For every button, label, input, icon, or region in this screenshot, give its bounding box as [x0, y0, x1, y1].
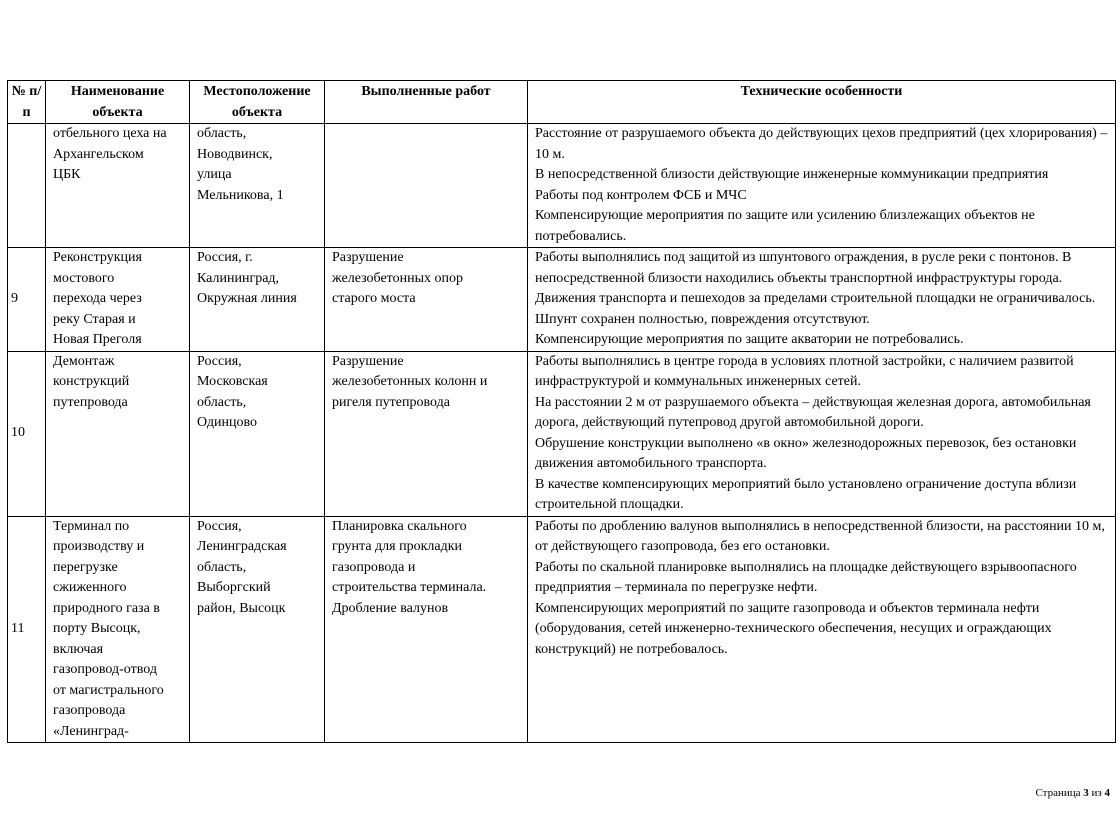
cell-name-line: сжиженного	[53, 580, 127, 595]
cell-features	[528, 516, 1116, 743]
cell-location-line: Мельникова, 1	[197, 187, 284, 203]
cell-location-line: Россия,	[197, 353, 242, 369]
table-row	[8, 516, 1116, 743]
table-header-row	[8, 81, 1116, 124]
cell-name-line: Демонтаж	[53, 353, 115, 369]
header-location: Местоположение объекта	[190, 81, 325, 124]
page-label: Страница	[1035, 787, 1081, 799]
cell-works-line: железобетонных колонн и	[332, 374, 488, 389]
cell-name-line: природного газа в	[53, 600, 160, 616]
cell-works	[325, 124, 528, 248]
cell-name-line: путепровода	[53, 394, 128, 410]
cell-works	[325, 516, 528, 743]
cell-works-line: железобетонных опор	[332, 270, 463, 286]
cell-name	[46, 248, 190, 352]
page-current: 3	[1083, 787, 1089, 799]
cell-works-line: старого моста	[332, 291, 416, 306]
header-works: Выполненные работ	[325, 81, 528, 124]
cell-works-line: Дробление валунов	[332, 600, 449, 616]
cell-location-line: Одинцово	[197, 415, 258, 430]
cell-name-line: Новая Преголя	[53, 332, 142, 347]
cell-location-line: область,	[197, 126, 247, 141]
cell-features-line: В качестве компенсирующих мероприятий было установлено ограничение доступа вблизи строительной площадки.	[535, 476, 1077, 512]
cell-name	[46, 351, 190, 516]
cell-location-line: улица	[197, 167, 232, 182]
cell-num	[8, 248, 46, 352]
cell-location-line: область,	[197, 559, 247, 575]
table-row	[8, 124, 1116, 248]
page-number	[1035, 787, 1110, 799]
cell-features-line: Работы выполнялись под защитой из шпунтового ограждения, в русле реки с понтонов. В непосредственной близости находились объекты транспортной инфраструктуры города. Движения транспорта и пешеходов за пределами строительной площадки не ограничивалось.	[535, 250, 1096, 306]
page-of: из	[1091, 787, 1102, 799]
cell-features-line: Компенсирующие мероприятия по защите или усилению близлежащих объектов не потребовались.	[535, 208, 1035, 244]
cell-location-line: Россия, г.	[197, 250, 253, 265]
cell-features-line: Компенсирующие мероприятия по защите акватории не потребовались.	[535, 332, 964, 347]
cell-features-line: В непосредственной близости действующие инженерные коммуникации предприятия	[535, 167, 1049, 182]
cell-location-line: Россия,	[197, 518, 242, 534]
cell-works-line: Разрушение	[332, 250, 404, 265]
cell-features	[528, 248, 1116, 352]
row-number: 9	[11, 291, 18, 306]
cell-name	[46, 516, 190, 743]
cell-num	[8, 351, 46, 516]
cell-works	[325, 248, 528, 352]
cell-name-line: Архангельском	[53, 146, 144, 162]
cell-works-line: ригеля путепровода	[332, 394, 450, 410]
cell-features-line: Работы под контролем ФСБ и МЧС	[535, 187, 747, 203]
cell-works-line: грунта для прокладки	[332, 539, 463, 554]
cell-name-line: перехода через	[53, 291, 142, 306]
table-row	[8, 248, 1116, 352]
cell-location-line: Окружная линия	[197, 291, 297, 306]
cell-features-line: Расстояние от разрушаемого объекта до действующих цехов предприятий (цех хлорирования) – 10 м.	[535, 126, 1108, 162]
cell-name-line: порту Высоцк,	[53, 621, 141, 636]
cell-works	[325, 351, 528, 516]
header-num: № п/п	[8, 81, 46, 124]
cell-name	[46, 124, 190, 248]
cell-num	[8, 516, 46, 743]
cell-features-line: На расстоянии 2 м от разрушаемого объекта – действующая железная дорога, автомобильная дорога, действующий путепровод другой автомобильной дороги.	[535, 394, 1091, 430]
cell-works-line: строительства терминала.	[332, 580, 487, 595]
cell-name-line: включая	[53, 641, 104, 657]
cell-features-line: Обрушение конструкции выполнено «в окно» железнодорожных перевозок, без остановки движения автомобильного транспорта.	[535, 435, 1077, 471]
cell-name-line: ЦБК	[53, 167, 81, 182]
cell-name-line: конструкций	[53, 374, 130, 389]
cell-location-line: Калининград,	[197, 270, 280, 286]
table-row	[8, 351, 1116, 516]
cell-features-line: Компенсирующих мероприятий по защите газопровода и объектов терминала нефти (оборудования, сетей инженерно-технического обеспечения, несущих и ограждающих конструкций) не потребовалось.	[535, 600, 1052, 657]
cell-features-line: Работы по скальной планировке выполнялись на площадке действующего взрывоопасного предприятия – терминала по перегрузке нефти.	[535, 559, 1077, 595]
cell-location	[190, 248, 325, 352]
cell-num	[8, 124, 46, 248]
cell-features	[528, 351, 1116, 516]
cell-name-line: реку Старая и	[53, 311, 136, 327]
header-name: Наименование объекта	[46, 81, 190, 124]
row-number: 11	[11, 621, 25, 636]
cell-location-line: Московская	[197, 374, 268, 389]
header-features: Технические особенности	[528, 81, 1116, 124]
cell-location-line: Выборгский	[197, 580, 271, 595]
cell-name-line: «Ленинград-	[53, 723, 129, 739]
row-number: 10	[11, 425, 25, 441]
cell-features-line: Шпунт сохранен полностью, повреждения отсутствуют.	[535, 311, 870, 327]
cell-location	[190, 516, 325, 743]
cell-name-line: Реконструкция	[53, 250, 142, 265]
cell-location-line: Ленинградская	[197, 539, 287, 554]
cell-name-line: от магистрального	[53, 682, 164, 698]
cell-name-line: производству и	[53, 539, 145, 554]
cell-name-line: мостового	[53, 270, 115, 286]
cell-features-line: Работы по дроблению валунов выполнялись в непосредственной близости, на расстоянии 10 м, от действующего газопровода, без его остановки.	[535, 518, 1105, 554]
cell-features-line: Работы выполнялись в центре города в условиях плотной застройки, с наличием развитой инфраструктурой и коммунальных инженерных сетей.	[535, 353, 1074, 389]
cell-location	[190, 124, 325, 248]
table-body	[8, 124, 1116, 743]
cell-name-line: газопровода	[53, 703, 126, 718]
cell-works-line: Планировка скального	[332, 518, 467, 534]
cell-works-line: газопровода и	[332, 559, 416, 575]
cell-location	[190, 351, 325, 516]
cell-location-line: Новодвинск,	[197, 146, 273, 162]
cell-name-line: газопровод-отвод	[53, 662, 157, 677]
works-table	[7, 80, 1116, 743]
page-total: 4	[1104, 787, 1110, 799]
cell-features	[528, 124, 1116, 248]
cell-location-line: область,	[197, 394, 247, 410]
cell-name-line: перегрузке	[53, 559, 118, 575]
cell-location-line: район, Высоцк	[197, 600, 286, 616]
cell-works-line: Разрушение	[332, 353, 404, 369]
cell-name-line: отбельного цеха на	[53, 126, 167, 141]
cell-name-line: Терминал по	[53, 518, 130, 534]
